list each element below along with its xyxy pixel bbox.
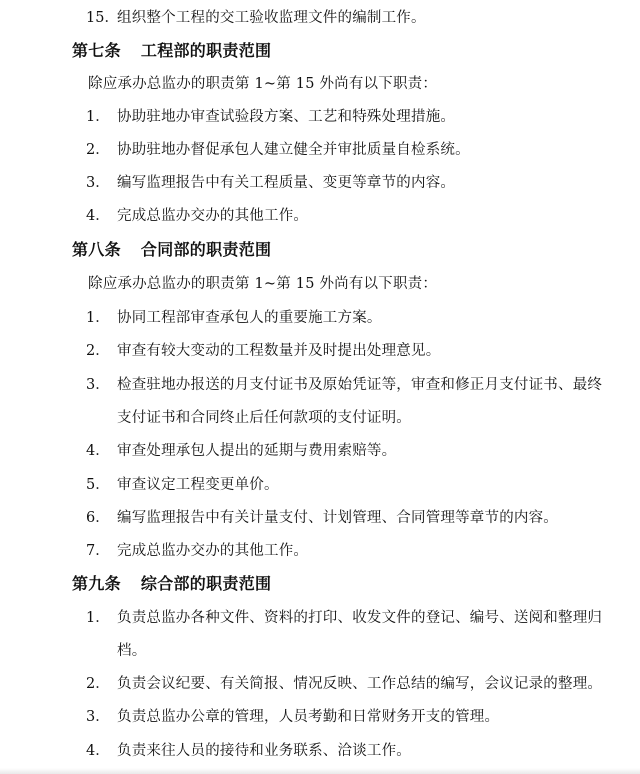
list-number: 5． (86, 477, 110, 493)
list-item-text: 完成总监办交办的其他工作。 (117, 543, 309, 559)
list-item-text: 协助驻地办督促承包人建立健全并审批质量自检系统。 (117, 142, 470, 158)
list-number: 4． (86, 743, 110, 759)
list-number: 4． (86, 443, 110, 459)
list-item-continuation: 支付证书和合同终止后任何款项的支付证明。 (117, 410, 411, 426)
list-item-text: 组织整个工程的交工验收监理文件的编制工作。 (117, 10, 426, 26)
article-heading-8 (72, 239, 271, 261)
list-item-text: 协同工程部审查承包人的重要施工方案。 (117, 310, 382, 326)
article-intro: 除应承办总监办的职责第 1~第 15 外尚有以下职责： (88, 76, 438, 92)
article-label: 第七条 (72, 41, 121, 60)
list-number: 2． (86, 343, 110, 359)
list-item-continuation: 档。 (117, 643, 147, 659)
article-label: 第九条 (72, 574, 121, 593)
list-number: 15． (86, 10, 119, 26)
list-number: 1． (86, 109, 110, 125)
article-intro: 除应承办总监办的职责第 1~第 15 外尚有以下职责： (88, 276, 438, 292)
list-number: 1． (86, 310, 110, 326)
list-number: 1． (86, 610, 110, 626)
list-number: 4． (86, 208, 110, 224)
list-item-text: 负责总监办公章的管理，人员考勤和日常财务开支的管理。 (117, 709, 500, 725)
article-heading-7 (72, 40, 271, 62)
article-label: 第八条 (72, 240, 121, 259)
list-number: 3． (86, 709, 110, 725)
article-title: 综合部的职责范围 (140, 574, 272, 593)
list-item-text: 编写监理报告中有关工程质量、变更等章节的内容。 (117, 175, 456, 191)
list-number: 2． (86, 676, 110, 692)
list-item-text: 负责会议纪要、有关简报、情况反映、工作总结的编写，会议记录的整理。 (117, 676, 603, 692)
article-title: 工程部的职责范围 (140, 41, 272, 60)
list-item-text: 负责来往人员的接待和业务联系、洽谈工作。 (117, 743, 411, 759)
list-item-text: 完成总监办交办的其他工作。 (117, 208, 309, 224)
list-item-text: 协助驻地办审查试验段方案、工艺和特殊处理措施。 (117, 109, 456, 125)
list-item-text: 审查有较大变动的工程数量并及时提出处理意见。 (117, 343, 441, 359)
article-heading-9 (72, 573, 271, 595)
list-number: 3． (86, 175, 110, 191)
article-title: 合同部的职责范围 (140, 240, 272, 259)
list-number: 3． (86, 377, 110, 393)
list-item-text: 审查处理承包人提出的延期与费用索赔等。 (117, 443, 397, 459)
list-item-text: 编写监理报告中有关计量支付、计划管理、合同管理等章节的内容。 (117, 510, 558, 526)
list-number: 7． (86, 543, 110, 559)
list-number: 2． (86, 142, 110, 158)
list-item-text: 负责总监办各种文件、资料的打印、收发文件的登记、编号、送阅和整理归 (117, 610, 603, 626)
list-item-text: 审查议定工程变更单价。 (117, 477, 279, 493)
page-bottom-edge (0, 768, 640, 774)
list-number: 6． (86, 510, 110, 526)
list-item-text: 检查驻地办报送的月支付证书及原始凭证等，审查和修正月支付证书、最终 (117, 377, 603, 393)
